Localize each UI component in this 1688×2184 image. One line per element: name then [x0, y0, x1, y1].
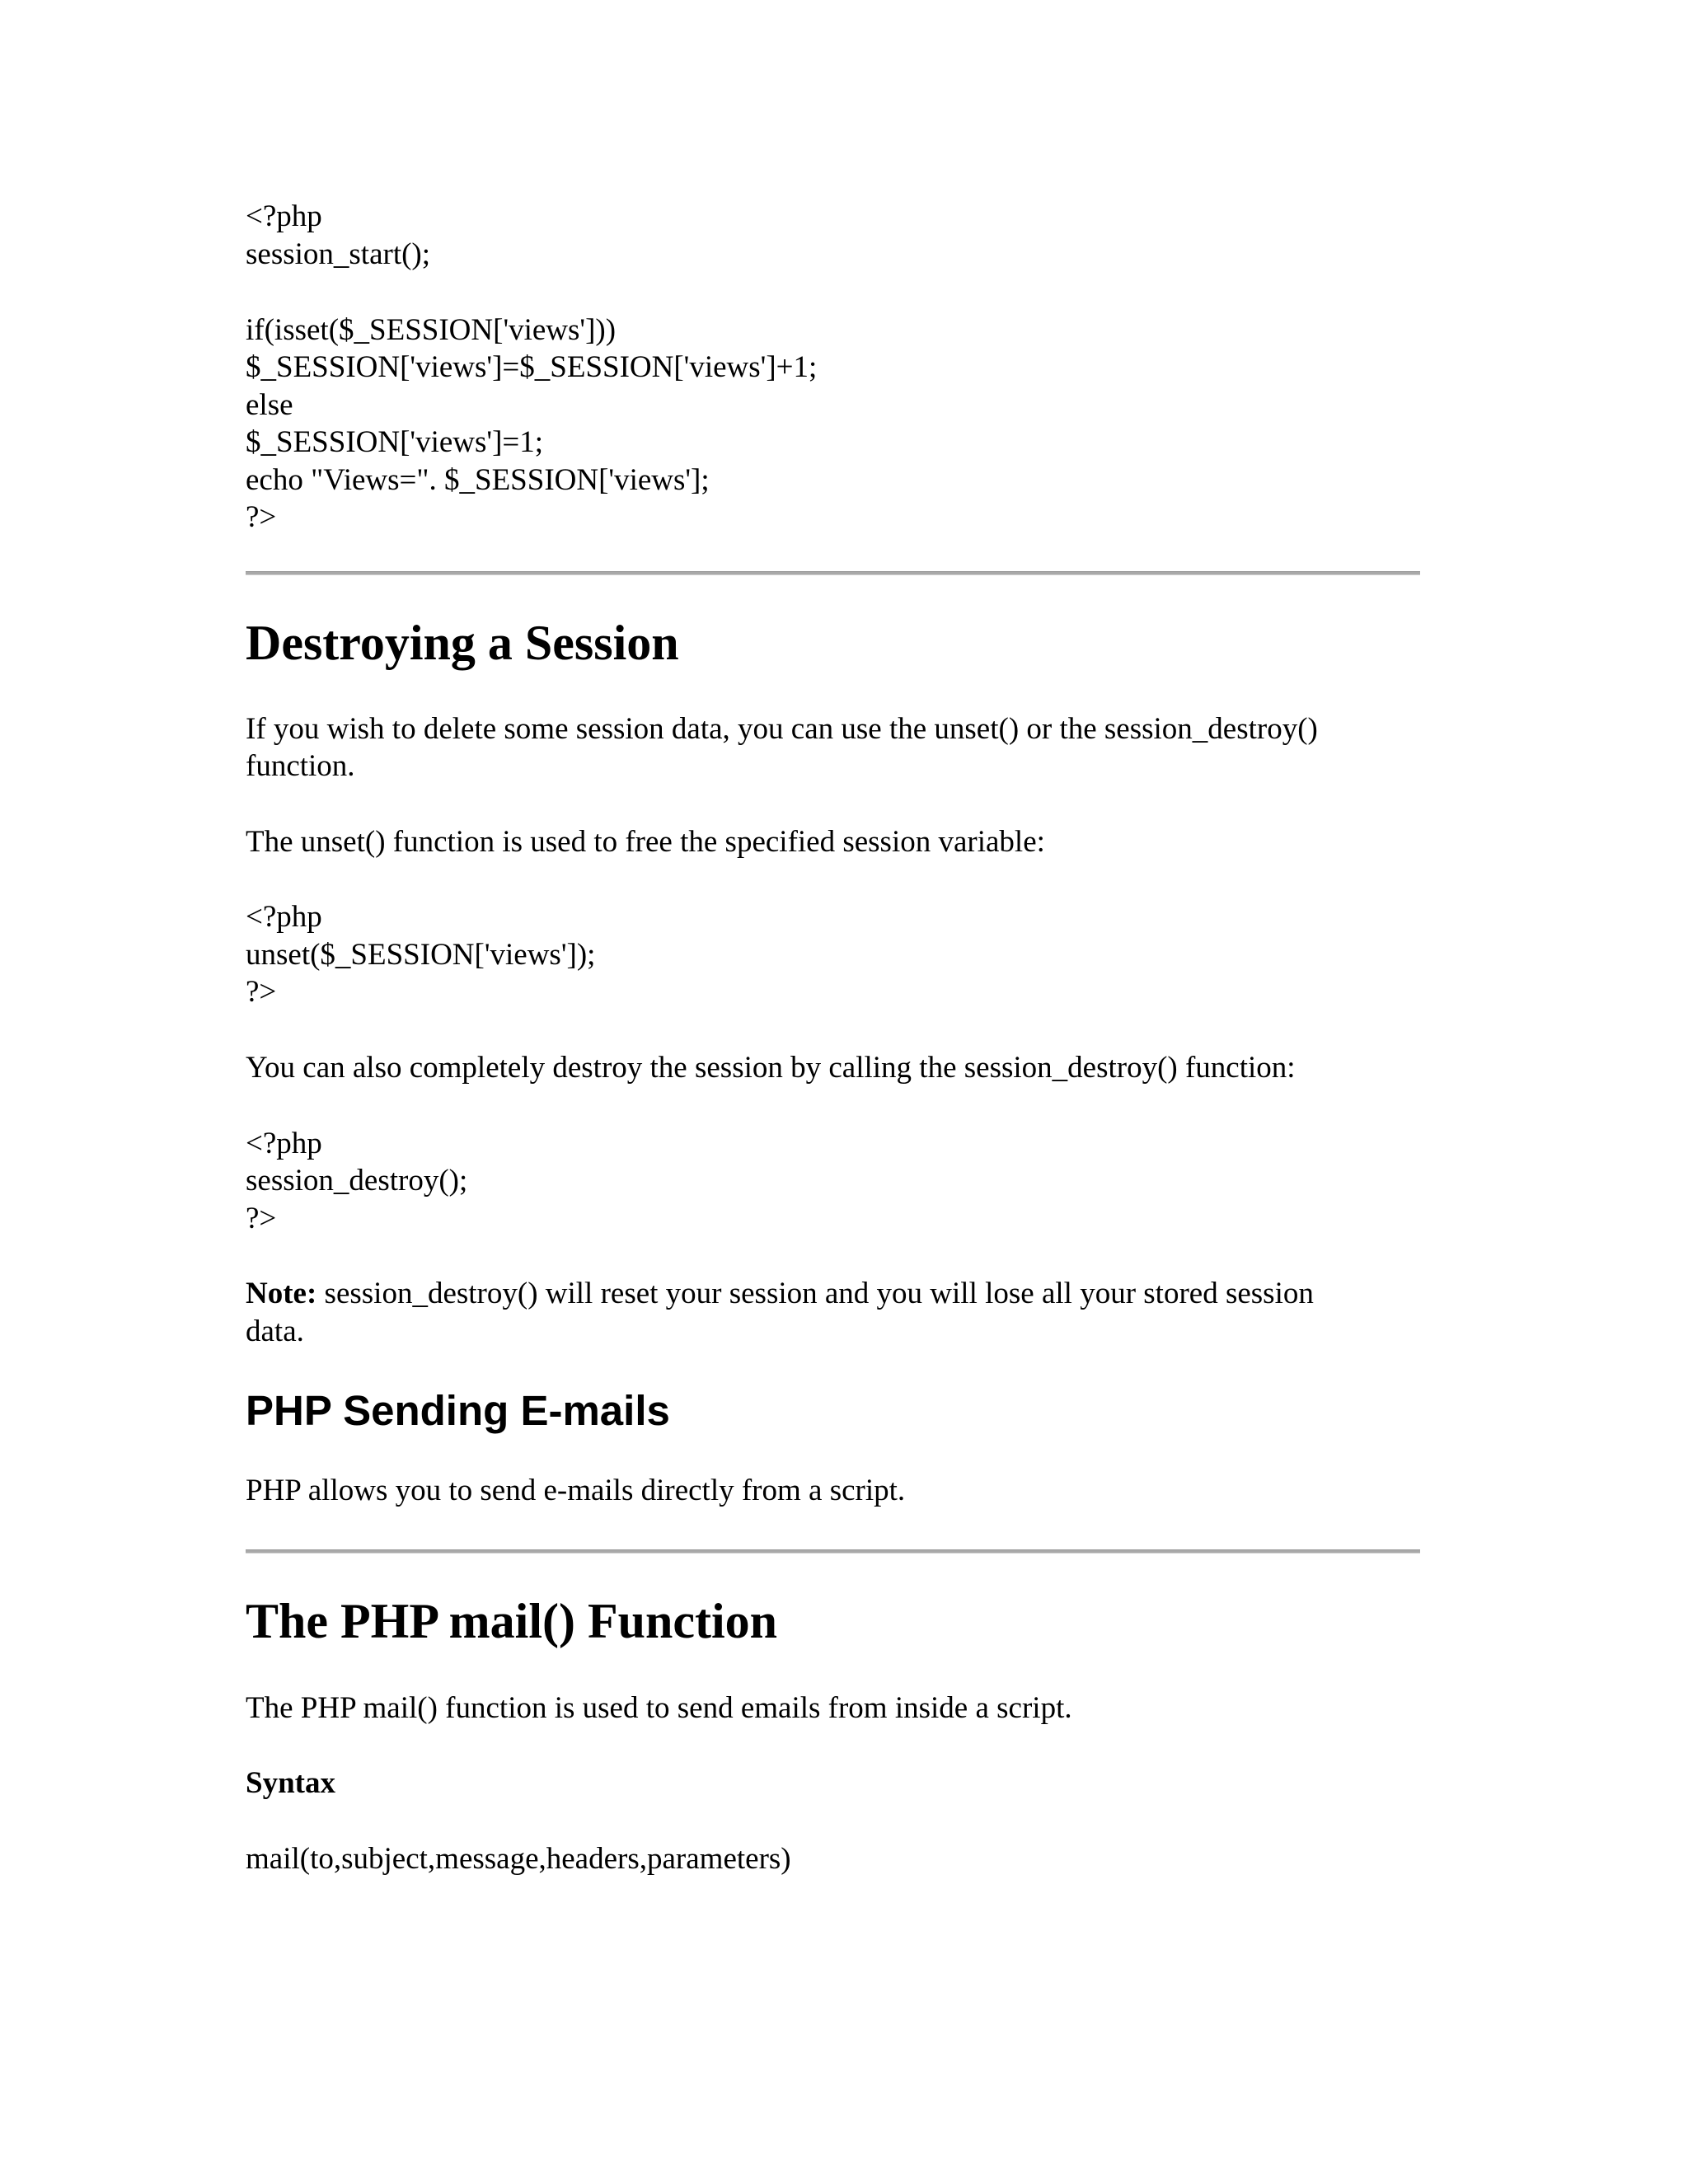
paragraph-line: data. [246, 1315, 304, 1348]
note-text: session_destroy() will reset your session and you will lose all your stored session [316, 1277, 1314, 1310]
paragraph-line: The PHP mail() function is used to send emails from inside a script. [246, 1691, 1072, 1725]
code-line: if(isset($_SESSION['views'])) [246, 313, 617, 347]
code-line: ?> [246, 975, 277, 1009]
code-line: unset($_SESSION['views']); [246, 938, 596, 972]
code-line: ?> [246, 1202, 277, 1235]
paragraph-line: function. [246, 749, 355, 783]
code-line: $_SESSION['views']=$_SESSION['views']+1; [246, 350, 818, 384]
horizontal-rule [246, 1549, 1420, 1554]
heading-sending-emails: PHP Sending E-mails [246, 1387, 670, 1434]
note-paragraph [246, 1275, 1314, 1313]
horizontal-rule [246, 571, 1420, 575]
code-line: else [246, 388, 293, 422]
code-line: <?php [246, 1127, 322, 1160]
note-label: Note: [246, 1277, 317, 1310]
code-line: ?> [246, 500, 277, 534]
paragraph-line: If you wish to delete some session data, you can use the unset() or the session_destroy() [246, 712, 1318, 746]
code-line: session_destroy(); [246, 1164, 468, 1197]
syntax-code: mail(to,subject,message,headers,parameters) [246, 1842, 791, 1876]
code-line: <?php [246, 900, 322, 934]
code-line: session_start(); [246, 237, 431, 271]
paragraph-line: You can also completely destroy the session by calling the session_destroy() function: [246, 1051, 1296, 1085]
syntax-label: Syntax [246, 1766, 335, 1800]
code-line: $_SESSION['views']=1; [246, 425, 544, 459]
heading-destroying-session: Destroying a Session [246, 616, 679, 670]
code-line: <?php [246, 199, 322, 233]
paragraph-line: PHP allows you to send e-mails directly from a script. [246, 1474, 906, 1507]
heading-mail-function: The PHP mail() Function [246, 1594, 777, 1648]
code-line: echo "Views=". $_SESSION['views']; [246, 463, 710, 497]
paragraph-line: The unset() function is used to free the specified session variable: [246, 825, 1045, 859]
